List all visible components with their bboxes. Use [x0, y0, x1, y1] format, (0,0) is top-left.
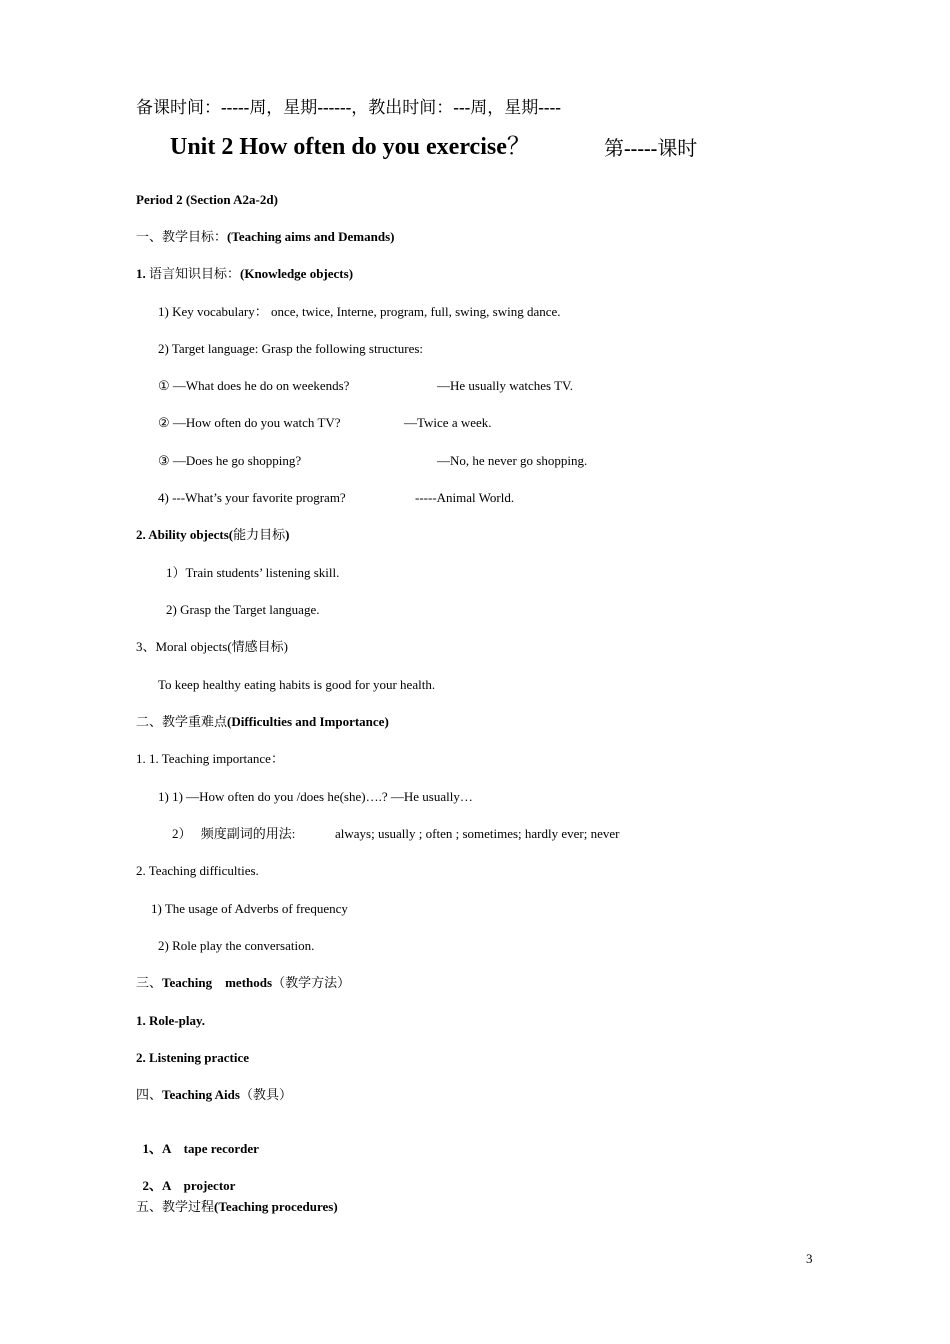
structure-a2: —Twice a week.: [404, 415, 492, 430]
section-difficulties-importance: [136, 714, 389, 730]
section-difficulties-en: (Difficulties and Importance): [227, 714, 389, 729]
importance-item-2-cn: 频度副词的用法:: [200, 826, 296, 841]
ability-objects-heading: [136, 527, 290, 543]
structure-q1: ① —What does he do on weekends?: [158, 378, 350, 393]
prep-week-word: 周，星期: [249, 98, 318, 117]
teach-time-label: ，教出时间：: [351, 98, 454, 117]
teach-week-blank: ---: [453, 98, 471, 117]
aid-1-text: A tape recorder: [162, 1141, 259, 1156]
section-difficulties-cn: 二、教学重难点: [136, 714, 228, 729]
teaching-importance-heading: 1. 1. Teaching importance：: [136, 751, 284, 766]
structure-q2: ② —How often do you watch TV?: [158, 415, 341, 430]
importance-item-2-adverbs: always; usually ; often ; sometimes; hardly ever; never: [335, 826, 620, 841]
section-aids-cn: 四、: [136, 1087, 163, 1102]
structure-a4: -----Animal World.: [415, 490, 515, 505]
section-aids-cn2: （教具）: [239, 1087, 292, 1102]
ability-item-1: 1）Train students’ listening skill.: [166, 565, 340, 580]
section-teaching-aims-cn: 一、教学目标：: [136, 229, 228, 244]
difficulty-item-2: 2) Role play the conversation.: [158, 938, 315, 953]
section-methods-cn2: （教学方法）: [272, 975, 351, 990]
unit-title: [170, 133, 531, 161]
knowledge-objects-heading: [136, 266, 353, 282]
prep-week-blank: -----: [221, 98, 250, 117]
key-vocabulary: 1) Key vocabulary： once, twice, Interne, program, full, swing, swing dance.: [158, 304, 561, 319]
importance-item-1: 1) 1) —How often do you /does he(she)….? —He usually…: [158, 789, 473, 804]
section-methods-en: Teaching methods: [162, 975, 273, 990]
structure-a1: —He usually watches TV.: [437, 378, 573, 393]
lesson-suffix: 课时: [657, 138, 698, 160]
unit-title-text: Unit 2 How often do you exercise: [170, 134, 507, 160]
page-number: 3: [806, 1251, 813, 1266]
moral-objects-text: To keep healthy eating habits is good for your health.: [158, 677, 436, 692]
prep-time-label: 备课时间：: [136, 98, 221, 117]
period-heading: Period 2 (Section A2a-2d): [136, 192, 278, 207]
section-teaching-methods: [136, 975, 350, 991]
section-teaching-aids: [136, 1087, 292, 1103]
ability-title-en: 2. Ability objects(: [136, 527, 234, 542]
teach-day-blank: ----: [538, 98, 561, 117]
prep-day-blank: ------: [317, 98, 352, 117]
unit-title-qmark: ？: [506, 134, 531, 160]
aid-projector: [136, 1162, 235, 1194]
lesson-prefix: 第: [604, 138, 624, 160]
ability-item-2: 2) Grasp the Target language.: [166, 602, 320, 617]
knowledge-num: 1.: [136, 266, 146, 281]
target-language: 2) Target language: Grasp the following structures:: [158, 341, 424, 356]
method-listening-practice: 2. Listening practice: [136, 1050, 250, 1065]
knowledge-cn: 语言知识目标：: [145, 266, 241, 281]
section-procedures-en: (Teaching procedures): [214, 1199, 338, 1214]
section-procedures-cn: 五、教学过程: [136, 1199, 215, 1214]
section-aids-en: Teaching Aids: [162, 1087, 240, 1102]
lesson-blank: -----: [624, 138, 658, 160]
ability-title-cn: 能力目标: [233, 527, 286, 542]
prep-time-line: [136, 98, 561, 118]
section-methods-cn: 三、: [136, 975, 163, 990]
structure-a3: —No, he never go shopping.: [437, 453, 588, 468]
importance-item-2-num: 2）: [172, 826, 192, 841]
lesson-number: [604, 137, 697, 161]
aid-tape-recorder: [136, 1125, 259, 1157]
aid-2-num: 2、: [142, 1178, 163, 1193]
teach-week-word: 周，星期: [470, 98, 539, 117]
section-teaching-aims: [136, 229, 394, 245]
ability-title-end: ): [285, 527, 290, 542]
moral-objects-heading: 3、Moral objects(情感目标): [136, 639, 289, 654]
section-teaching-procedures: [136, 1199, 338, 1215]
knowledge-en: (Knowledge objects): [240, 266, 354, 281]
teaching-difficulties-heading: 2. Teaching difficulties.: [136, 863, 259, 878]
section-teaching-aims-en: (Teaching aims and Demands): [227, 229, 395, 244]
structure-q3: ③ —Does he go shopping?: [158, 453, 302, 468]
structure-q4: 4) ---What’s your favorite program?: [158, 490, 346, 505]
method-role-play: 1. Role-play.: [136, 1013, 205, 1028]
aid-2-text: A projector: [162, 1178, 236, 1193]
difficulty-item-1: 1) The usage of Adverbs of frequency: [151, 901, 348, 916]
importance-item-2: [172, 826, 295, 842]
aid-1-num: 1、: [142, 1141, 163, 1156]
